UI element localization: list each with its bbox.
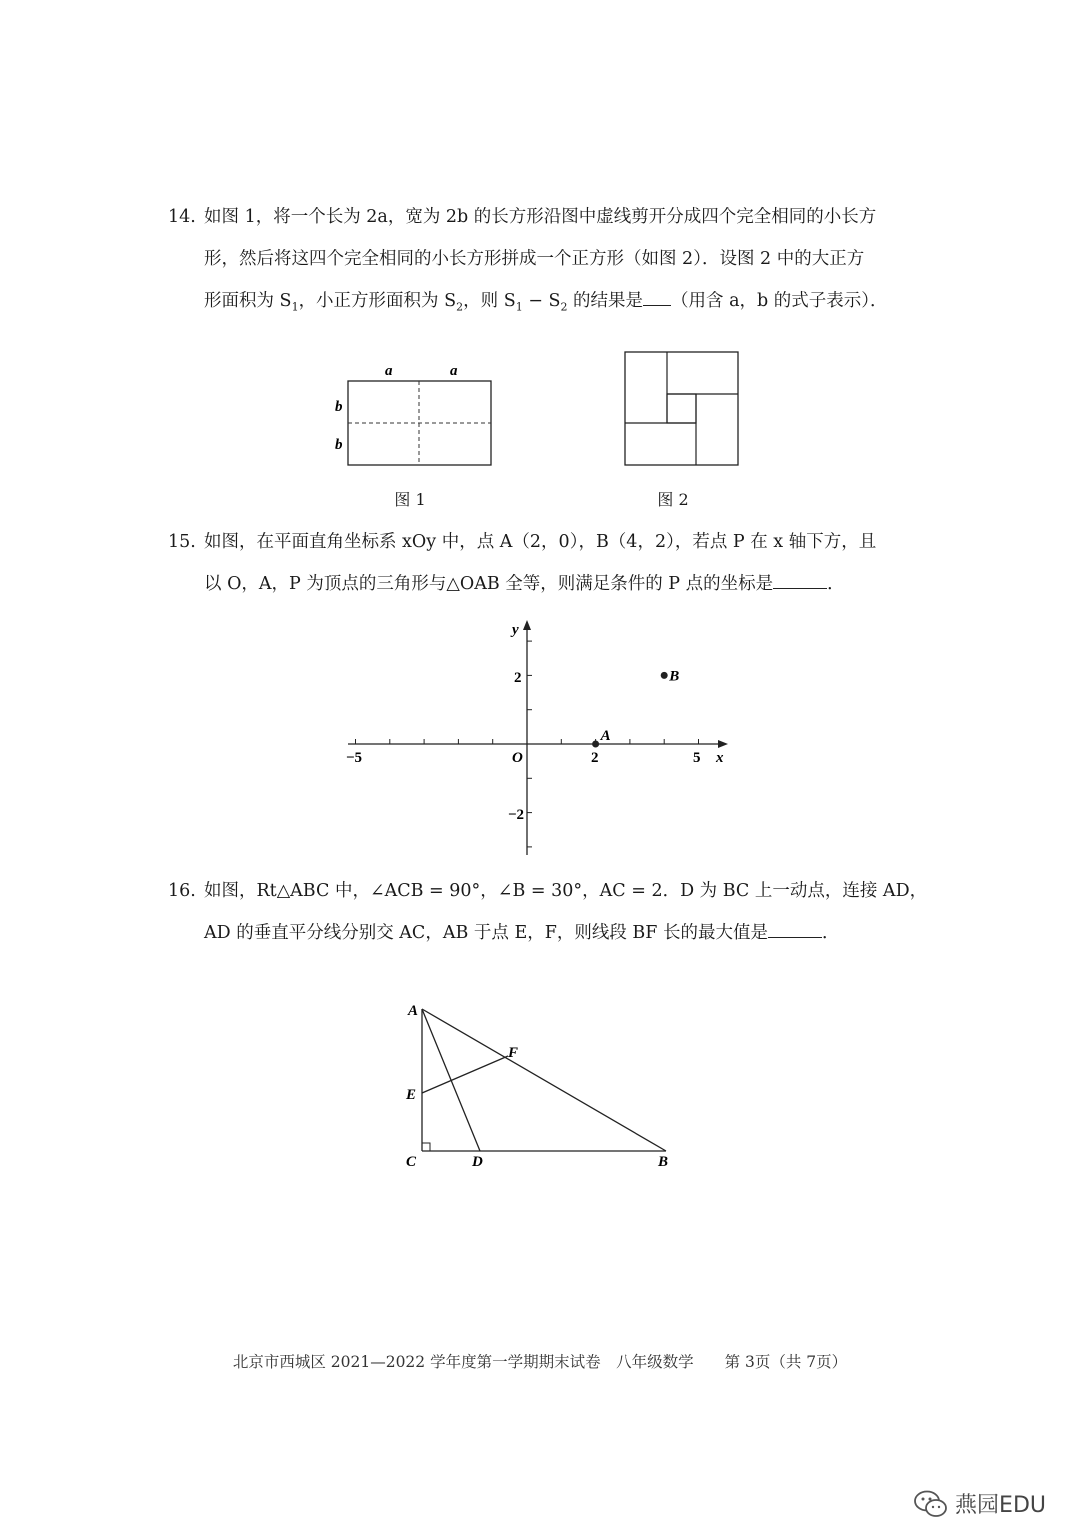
question-number: 14. xyxy=(168,207,196,227)
wechat-icon xyxy=(913,1489,949,1519)
segment-ef xyxy=(422,1056,508,1093)
page-footer: 北京市西城区 2021—2022 学年度第一学期期末试卷 八年级数学 第 3页（共 7页） xyxy=(232,1353,848,1371)
x-axis-label: x xyxy=(716,750,724,766)
x-tick-label-neg5: −5 xyxy=(346,750,363,766)
point-b-label: B xyxy=(669,668,680,685)
watermark xyxy=(913,1488,1046,1519)
question-15 xyxy=(168,521,928,605)
figure-2 xyxy=(620,348,745,473)
answer-blank xyxy=(643,287,671,306)
label-b-bottom: b xyxy=(335,437,343,453)
right-angle-mark xyxy=(422,1143,430,1151)
figure-2-caption: 图 2 xyxy=(657,490,689,509)
point-a xyxy=(592,741,599,748)
label-a-right: a xyxy=(450,363,458,379)
y-axis-label: y xyxy=(512,622,519,638)
q16-line1: 如图，Rt△ABC 中，∠ACB = 90°，∠B = 30°，AC = 2．D 为 BC 上一动点，连接 AD， xyxy=(204,881,928,901)
question-16 xyxy=(168,870,928,954)
segment-ab xyxy=(422,1009,666,1151)
point-b xyxy=(661,672,668,679)
label-e: E xyxy=(406,1087,417,1103)
answer-blank xyxy=(768,919,822,938)
label-d: D xyxy=(472,1154,483,1170)
label-b-top: b xyxy=(335,399,343,415)
label-b: B xyxy=(658,1154,669,1170)
q15-line1: 如图，在平面直角坐标系 xOy 中，点 A（2，0），B（4，2），若点 P 在 x 轴下方，且 xyxy=(204,532,877,552)
label-a: A xyxy=(408,1003,419,1019)
x-tick-label-2: 2 xyxy=(591,750,599,766)
y-tick-label-neg2: −2 xyxy=(508,807,525,823)
coordinate-plane xyxy=(340,615,740,860)
x-axis-arrow xyxy=(718,740,728,748)
label-f: F xyxy=(508,1045,519,1061)
big-square xyxy=(625,352,738,465)
q16-line2: AD 的垂直平分线分别交 AC，AB 于点 E，F，则线段 BF 长的最大值是 ． xyxy=(168,912,928,954)
q14-line3: 形面积为 $S_1$，小正方形面积为 $S_2$，则 $S_1 - S_2$ 的结果是 （用含 a，b 的式子表示）． xyxy=(168,280,928,329)
question-number: 15. xyxy=(168,532,196,552)
watermark-text: 燕园EDU xyxy=(955,1493,1046,1518)
x-tick-label-5: 5 xyxy=(693,750,701,766)
y-tick-label-2: 2 xyxy=(514,670,522,686)
q15-line2: 以 O，A，P 为顶点的三角形与△OAB 全等，则满足条件的 P 点的坐标是 ． xyxy=(168,563,928,605)
q14-line2: 形，然后将这四个完全相同的小长方形拼成一个正方形（如图 2）．设图 2 中的大正方 xyxy=(204,249,865,269)
q14-line1: 如图 1，将一个长为 2a，宽为 2b 的长方形沿图中虚线剪开分成四个完全相同的小长方 xyxy=(204,207,877,227)
question-number: 16. xyxy=(168,881,196,901)
y-axis-arrow xyxy=(523,620,531,630)
figure-1-caption: 图 1 xyxy=(394,490,426,509)
label-a-left: a xyxy=(385,363,393,379)
figure-1 xyxy=(330,355,510,480)
triangle-figure xyxy=(400,995,690,1175)
label-c: C xyxy=(406,1154,417,1170)
answer-blank xyxy=(773,570,827,589)
small-square xyxy=(667,394,696,423)
origin-label: O xyxy=(512,750,523,766)
question-14 xyxy=(168,196,928,329)
point-a-label: A xyxy=(600,728,611,744)
